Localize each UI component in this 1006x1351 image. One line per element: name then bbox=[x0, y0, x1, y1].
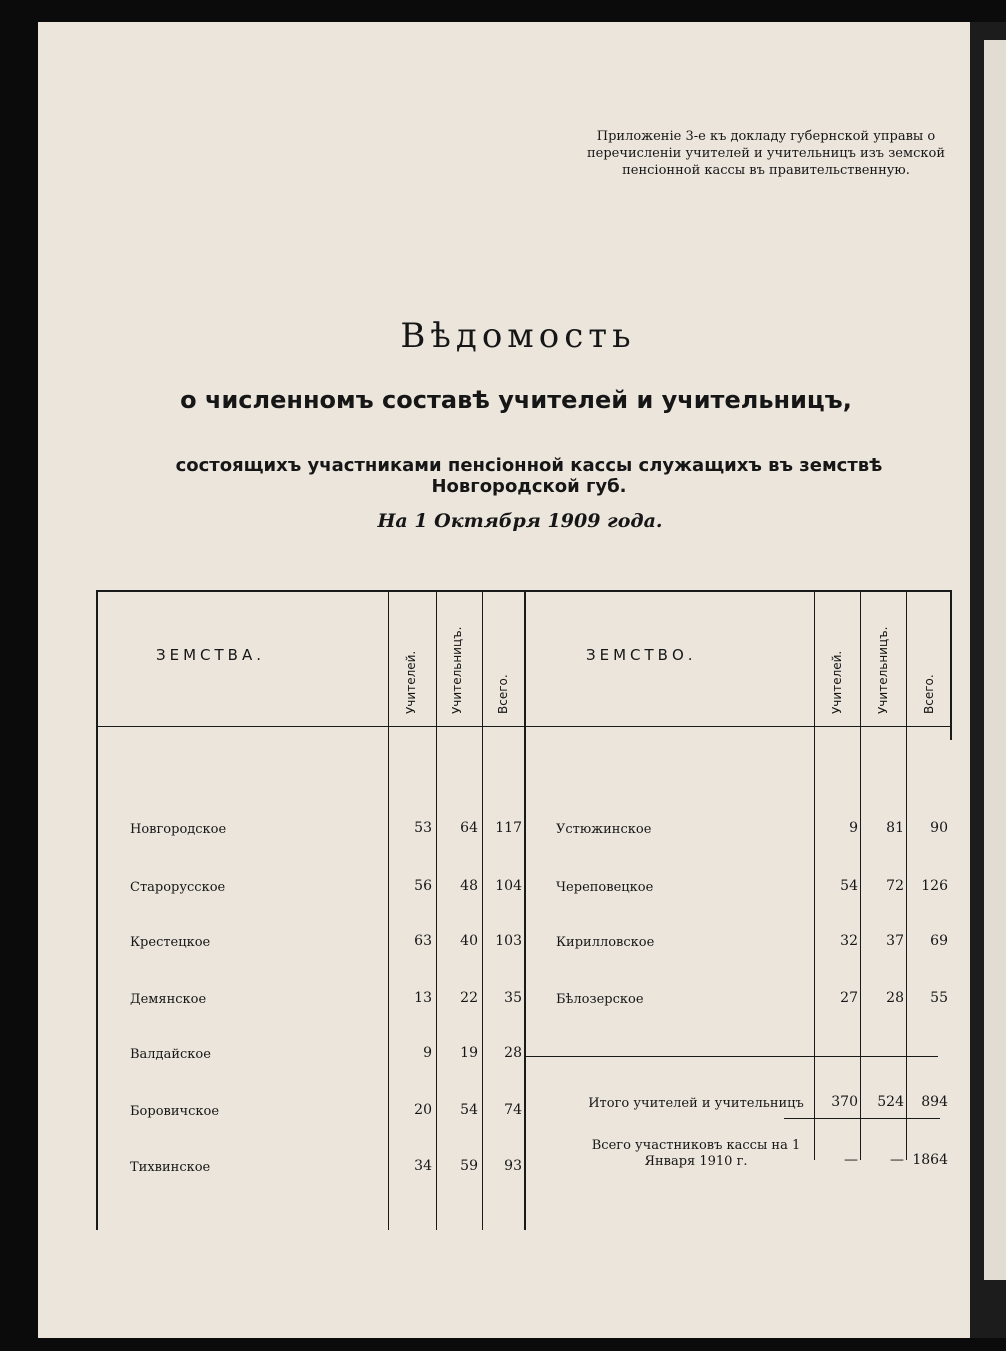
female-value: 19 bbox=[460, 1045, 478, 1061]
grand-total-female: — bbox=[890, 1152, 904, 1168]
left-header: ЗЕМСТВА. bbox=[156, 646, 265, 664]
table-left-rule bbox=[96, 590, 98, 1230]
totals-female: 524 bbox=[877, 1094, 904, 1110]
total-value: 126 bbox=[921, 878, 948, 894]
total-value: 74 bbox=[504, 1102, 522, 1118]
female-value: 22 bbox=[460, 990, 478, 1006]
female-value: 72 bbox=[886, 878, 904, 894]
total-value: 103 bbox=[495, 933, 522, 949]
zemstvo-name: Устюжинское bbox=[556, 822, 652, 837]
female-value: 40 bbox=[460, 933, 478, 949]
totals-teachers: 370 bbox=[831, 1094, 858, 1110]
document-subtitle-1: о численномъ составѣ учителей и учительницъ, bbox=[180, 386, 852, 414]
female-value: 28 bbox=[886, 990, 904, 1006]
teachers-value: 53 bbox=[414, 820, 432, 836]
totals-total: 894 bbox=[921, 1094, 948, 1110]
total-value: 28 bbox=[504, 1045, 522, 1061]
col-total-header-right: Всего. bbox=[922, 674, 936, 714]
teachers-value: 56 bbox=[414, 878, 432, 894]
col-female-header-left: Учительницъ. bbox=[450, 626, 464, 714]
teachers-value: 54 bbox=[840, 878, 858, 894]
col-rule-1 bbox=[388, 590, 389, 1230]
female-value: 37 bbox=[886, 933, 904, 949]
col-female-header-right: Учительницъ. bbox=[876, 626, 890, 714]
zemstvo-name: Кирилловское bbox=[556, 935, 655, 950]
col-rule-5 bbox=[860, 590, 861, 1160]
totals-top-rule bbox=[526, 1056, 938, 1057]
right-header: ЗЕМСТВО. bbox=[586, 646, 697, 664]
col-teachers-header-right: Учителей. bbox=[830, 650, 844, 714]
totals-label: Итого учителей и учительницъ bbox=[588, 1096, 804, 1111]
teachers-value: 32 bbox=[840, 933, 858, 949]
table-right-rule bbox=[950, 590, 952, 740]
col-rule-6 bbox=[906, 590, 907, 1160]
col-rule-2 bbox=[436, 590, 437, 1230]
zemstvo-name: Крестецкое bbox=[130, 935, 211, 950]
total-value: 93 bbox=[504, 1158, 522, 1174]
teachers-value: 13 bbox=[414, 990, 432, 1006]
date-line: На 1 Октября 1909 года. bbox=[377, 510, 663, 532]
total-value: 35 bbox=[504, 990, 522, 1006]
col-rule-3 bbox=[482, 590, 483, 1230]
total-value: 104 bbox=[495, 878, 522, 894]
col-teachers-header-left: Учителей. bbox=[404, 650, 418, 714]
document-title: Вѣдомость bbox=[400, 316, 636, 356]
teachers-value: 27 bbox=[840, 990, 858, 1006]
female-value: 59 bbox=[460, 1158, 478, 1174]
grand-total-teachers: — bbox=[844, 1152, 858, 1168]
female-value: 64 bbox=[460, 820, 478, 836]
header-bottom-rule-right bbox=[526, 726, 952, 727]
col-total-header-left: Всего. bbox=[496, 674, 510, 714]
zemstvo-name: Валдайское bbox=[130, 1047, 211, 1062]
female-value: 81 bbox=[886, 820, 904, 836]
zemstvo-name: Бѣлозерское bbox=[556, 992, 644, 1007]
female-value: 54 bbox=[460, 1102, 478, 1118]
next-page-strip bbox=[984, 40, 1006, 1280]
grand-total-rule bbox=[784, 1118, 940, 1119]
total-value: 55 bbox=[930, 990, 948, 1006]
grand-total-label: Всего участниковъ кассы на 1 Января 1910 г. bbox=[591, 1138, 801, 1169]
teachers-value: 9 bbox=[849, 820, 858, 836]
female-value: 48 bbox=[460, 878, 478, 894]
zemstvo-name: Демянское bbox=[130, 992, 207, 1007]
document-subtitle-2: состоящихъ участниками пенсіонной кассы служащихъ въ земствѣ Новгородской губ. bbox=[175, 455, 883, 497]
header-bottom-rule-left bbox=[96, 726, 526, 727]
zemstvo-name: Тихвинское bbox=[130, 1160, 211, 1175]
teachers-value: 9 bbox=[423, 1045, 432, 1061]
teachers-table bbox=[96, 590, 952, 1230]
total-value: 117 bbox=[495, 820, 522, 836]
col-rule-4 bbox=[814, 590, 815, 1160]
col-rule-mid bbox=[524, 590, 526, 1230]
zemstvo-name: Боровичское bbox=[130, 1104, 220, 1119]
zemstvo-name: Старорусское bbox=[130, 880, 226, 895]
teachers-value: 20 bbox=[414, 1102, 432, 1118]
total-value: 69 bbox=[930, 933, 948, 949]
teachers-value: 63 bbox=[414, 933, 432, 949]
appendix-note: Приложеніе 3-е къ докладу губернской управы о перечисленіи учителей и учительницъ изъ земской пенсіонной кассы въ правительственную. bbox=[587, 129, 945, 178]
grand-total-total: 1864 bbox=[912, 1152, 948, 1168]
zemstvo-name: Новгородское bbox=[130, 822, 227, 837]
teachers-value: 34 bbox=[414, 1158, 432, 1174]
zemstvo-name: Череповецкое bbox=[556, 880, 654, 895]
total-value: 90 bbox=[930, 820, 948, 836]
